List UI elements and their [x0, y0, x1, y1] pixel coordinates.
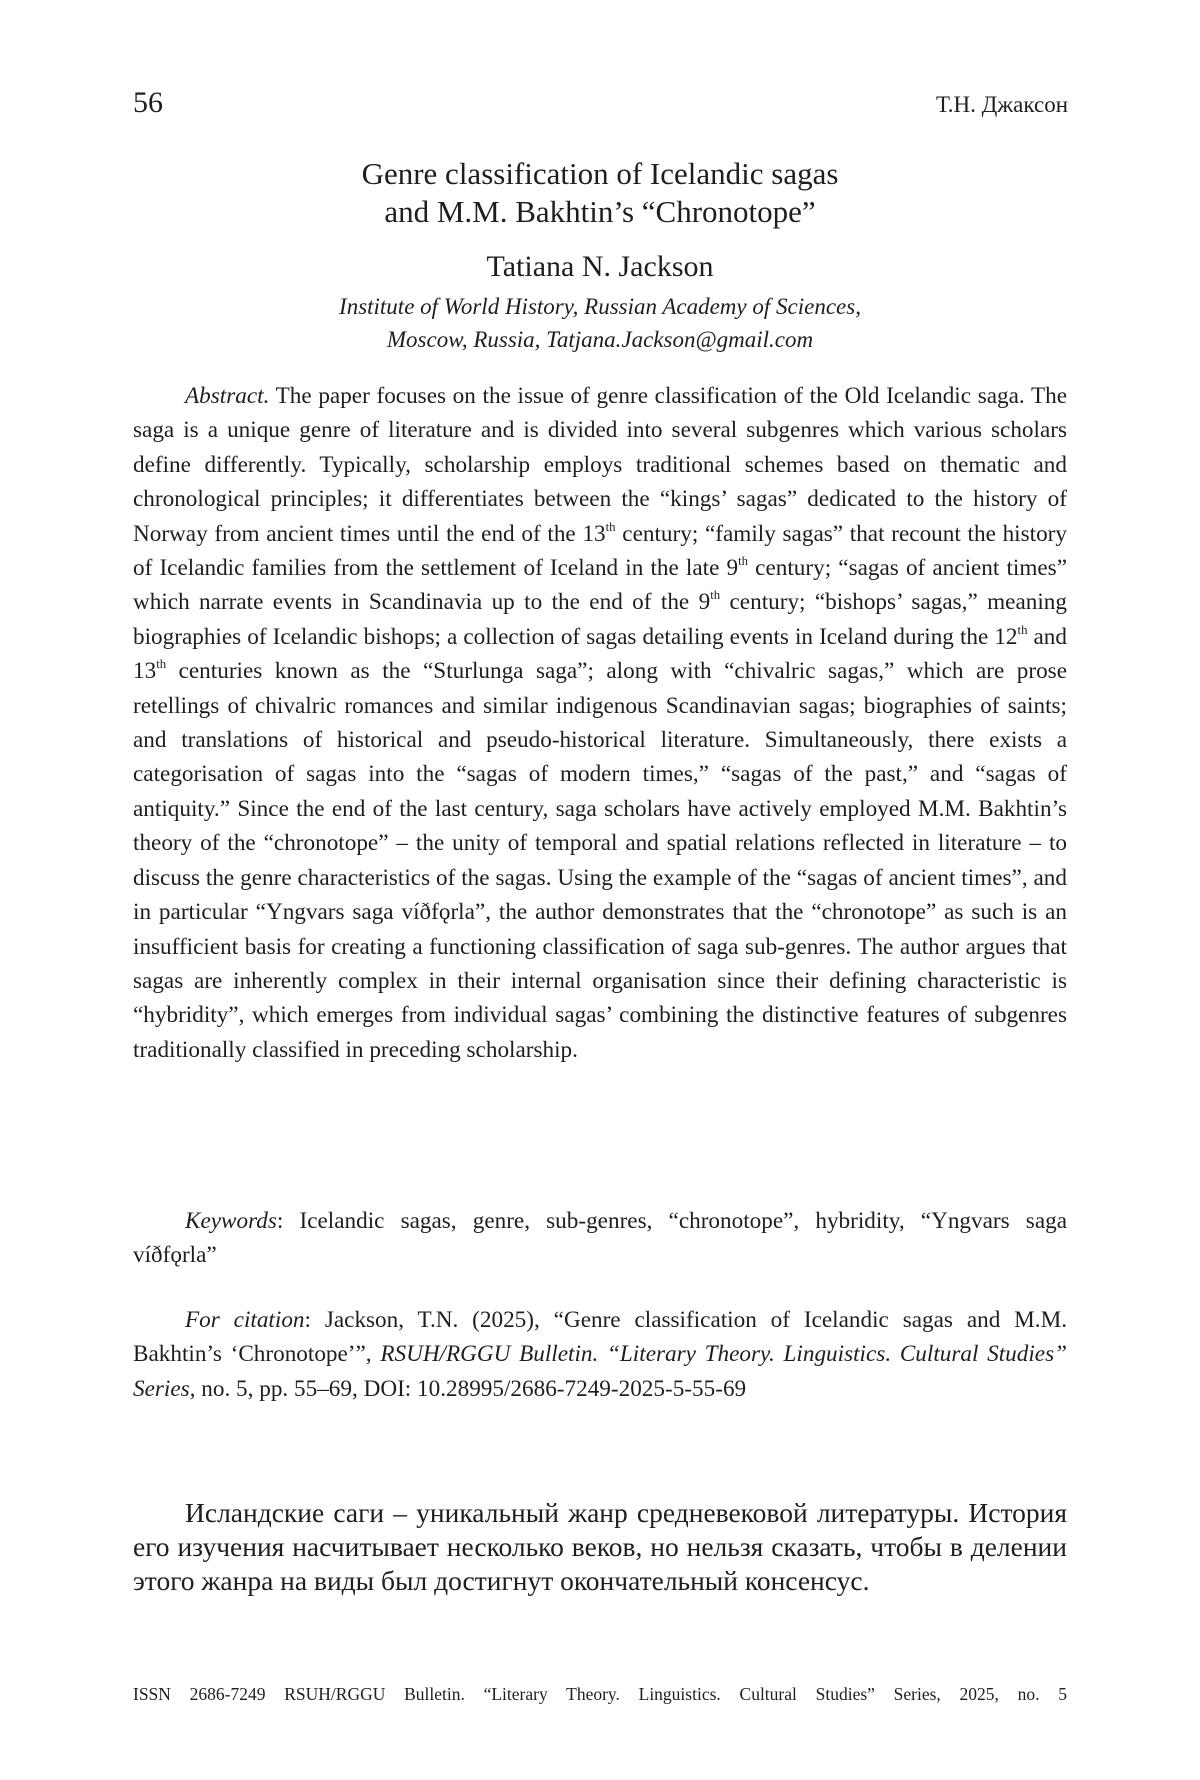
ordinal-suffix: th	[738, 554, 748, 568]
keywords-paragraph	[133, 1204, 1067, 1273]
abstract-text-5: and 13	[133, 624, 1067, 684]
main-text	[133, 1496, 1067, 1598]
affiliation-line-1: Institute of World History, Russian Academy of Sciences,	[132, 290, 1068, 323]
author-name: Tatiana N. Jackson	[132, 249, 1068, 285]
abstract-text-6: centuries known as the “Sturlunga saga”; along with “chivalric sagas,” which are prose retellings of chivalric romances and similar indigenous Scandinavian sagas; biographies of saints; and translations of historical and pseudo-historical literature. Simultaneously, there exists a categorisation of sagas into the “sagas of modern times,” “sagas of the past,” and “sagas of antiquity.” Since the end of the last century, saga scholars have actively employed M.M. Bakhtin’s theory of the “chronotope” – the unity of temporal and spatial relations reflected in literature – to discuss the genre characteristics of the sagas. Using the example of the “sagas of ancient times”, and in particular “Yngvars saga víðfǫrla”, the author demonstrates that the “chronotope” as such is an insufficient basis for creating a functioning classification of saga sub-genres. The author argues that sagas are inherently complex in their internal organisation since their defining characteristic is “hybridity”, which emerges from individual sagas’ combining the distinctive features of subgenres traditionally classified in preceding scholarship.	[133, 658, 1067, 1062]
citation-journal: RSUH/RGGU Bulletin. “Literary Theory. Linguistics. Cultural Studies” Series,	[133, 1341, 1067, 1401]
citation-label: For citation	[185, 1307, 305, 1333]
abstract-paragraph	[133, 379, 1067, 1067]
abstract-label: Abstract.	[185, 383, 269, 409]
article-title-line-2: and M.M. Bakhtin’s “Chronotope”	[132, 193, 1068, 231]
article-title-line-1: Genre classification of Icelandic sagas	[132, 155, 1068, 193]
keywords-text: : Icelandic sagas, genre, sub-genres, “chronotope”, hybridity, “Yngvars saga víðfǫrla”	[133, 1208, 1067, 1268]
keywords-label: Keywords	[185, 1208, 277, 1234]
author-affiliation	[132, 290, 1068, 356]
abstract-text-3: century; “sagas of ancient times” which narrate events in Scandinavia up to the end of the 9	[133, 555, 1067, 615]
running-head-author: Т.Н. Джаксон	[936, 92, 1068, 118]
citation-text-1: : Jackson, T.N. (2025), “Genre classification of Icelandic sagas and M.M. Bakhtin’s ‘Chronotope’”,	[133, 1307, 1067, 1367]
keywords	[133, 1204, 1067, 1273]
article-title	[132, 155, 1068, 231]
abstract-text-1: The paper focuses on the issue of genre classification of the Old Icelandic saga. The saga is a unique genre of literature and is divided into several subgenres which various scholars define differently. Typically, scholarship employs traditional schemes based on thematic and chronological principles; it differentiates between the “kings’ sagas” dedicated to the history of Norway from ancient times until the end of the 13	[133, 383, 1067, 547]
affiliation-line-2: Moscow, Russia, Tatjana.Jackson@gmail.com	[132, 323, 1068, 356]
citation-text-2: no. 5, pp. 55–69, DOI: 10.28995/2686-7249-2025-5-55-69	[195, 1376, 746, 1402]
citation-paragraph	[133, 1303, 1067, 1406]
abstract-text-2: century; “family sagas” that recount the history of Icelandic families from the settlement of Iceland in the late 9	[133, 521, 1067, 581]
abstract-text-4: century; “bishops’ sagas,” meaning biographies of Icelandic bishops; a collection of sagas detailing events in Iceland during the 12	[133, 589, 1067, 649]
abstract	[133, 379, 1067, 1067]
main-text-paragraph: Исландские саги – уникальный жанр средневековой литературы. История его изучения насчитывает несколько веков, но нельзя сказать, чтобы в делении этого жанра на виды был достигнут окончательный консенсус.	[133, 1496, 1067, 1598]
ordinal-suffix: th	[710, 588, 720, 602]
page-number: 56	[133, 86, 163, 120]
ordinal-suffix: th	[606, 520, 616, 534]
page-footer: ISSN 2686-7249 RSUH/RGGU Bulletin. “Literary Theory. Linguistics. Cultural Studies” Series, 2025, no. 5	[133, 1684, 1067, 1705]
ordinal-suffix: th	[1018, 623, 1028, 637]
citation	[133, 1303, 1067, 1406]
ordinal-suffix: th	[156, 657, 166, 671]
